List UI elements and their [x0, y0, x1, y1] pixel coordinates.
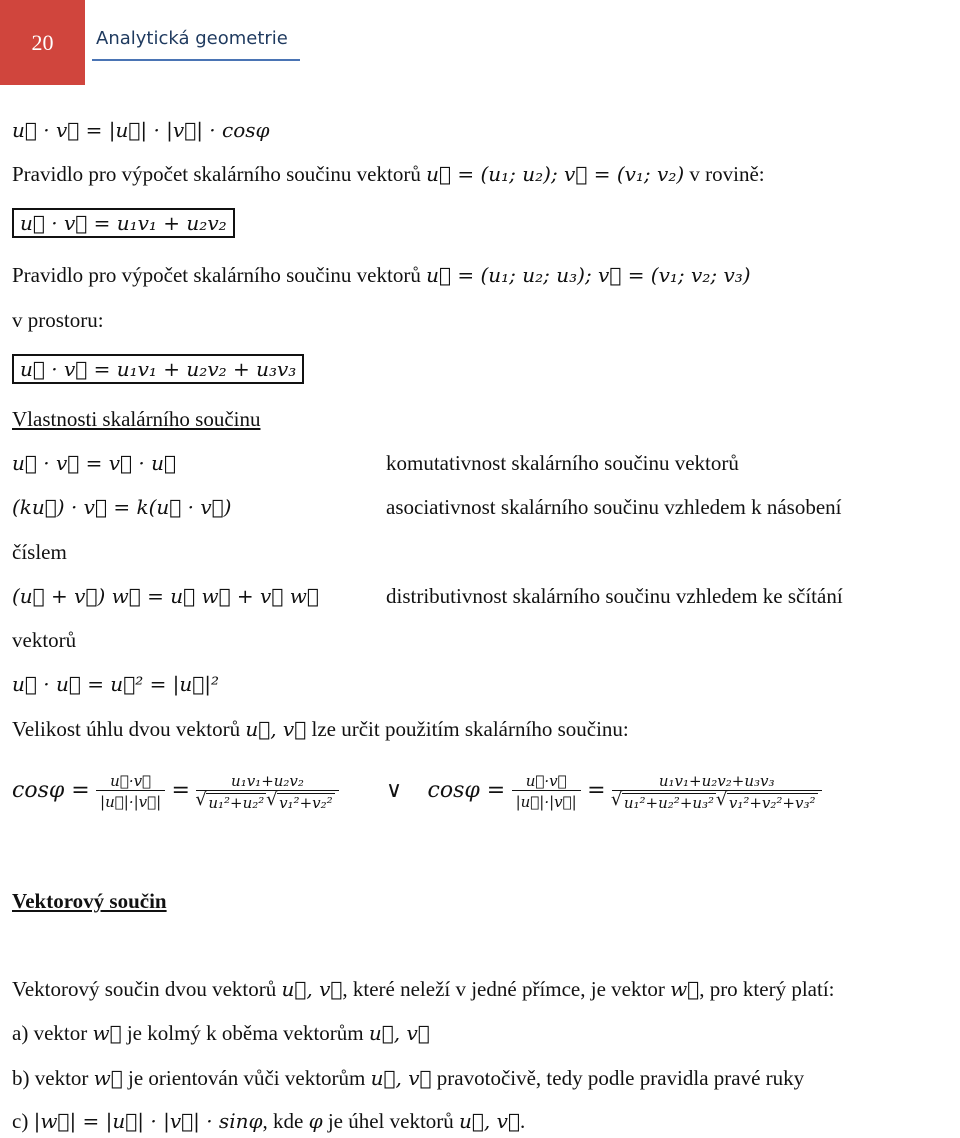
property-distributive-formula: (u⃗ + v⃗) w⃗ = u⃗ w⃗ + v⃗ w⃗ [12, 584, 319, 608]
page-number-badge [0, 0, 85, 85]
angle-intro-line: Velikost úhlu dvou vektorů u⃗, v⃗ lze určit použitím skalárního součinu: [12, 717, 629, 741]
page-number: 20 [31, 29, 54, 55]
boxed-formula-space: u⃗ · v⃗ = u₁v₁ + u₂v₂ + u₃v₃ [12, 354, 304, 384]
chapter-title: Analytická geometrie [96, 28, 288, 49]
rule-space-wrap: v prostoru: [12, 308, 104, 332]
vector-product-item-c: c) |w⃗| = |u⃗| · |v⃗| · sinφ, kde φ je úhel vektorů u⃗, v⃗. [12, 1109, 526, 1133]
header-rule [92, 59, 300, 61]
fraction-vectors-space: $\frac{u⃗\cdot v⃗}{|u⃗|\cdot|v⃗|}$ [512, 772, 581, 811]
fraction-components-space: u₁v₁+u₂v₂+u₃v₃ √ u₁²+u₂²+u₃² √ v₁²+v₂²+v₃² [612, 772, 822, 812]
property-commutative-formula: u⃗ · v⃗ = v⃗ · u⃗ [12, 451, 176, 475]
rule-plane-line: Pravidlo pro výpočet skalárního součinu vektorů u⃗ = (u₁; u₂); v⃗ = (v₁; v₂) v rovině: [12, 162, 765, 186]
vector-product-intro: Vektorový součin dvou vektorů u⃗, v⃗, které neleží v jedné přímce, je vektor w⃗, pro který platí: [12, 977, 835, 1001]
fraction-components-plane: u₁v₁+u₂v₂ √ u₁²+u₂² √ v₁²+v₂² [196, 772, 338, 812]
fraction-vectors: $\frac{u⃗\cdot v⃗}{|u⃗|\cdot|v⃗|}$ [96, 772, 165, 811]
cosine-formula-space: ∨ cosφ = $\frac{u⃗\cdot v⃗}{|u⃗|\cdot|v⃗|}$ = u₁v₁+u₂v₂+u₃v₃ √ u₁²+u₂²+u₃² √ v₁²+v₂²+v₃² [386, 760, 822, 821]
or-symbol: ∨ [386, 778, 403, 803]
property-square-formula: u⃗ · u⃗ = u⃗² = |u⃗|² [12, 672, 220, 696]
property-associative-formula: (ku⃗) · v⃗ = k(u⃗ · v⃗) [12, 495, 232, 519]
property-associative-wrap: číslem [12, 540, 67, 564]
property-commutative-desc: komutativnost skalárního součinu vektorů [386, 451, 739, 475]
property-distributive-wrap: vektorů [12, 628, 77, 652]
vector-product-heading: Vektorový součin [12, 889, 167, 913]
rule-space-line: Pravidlo pro výpočet skalárního součinu vektorů u⃗ = (u₁; u₂; u₃); v⃗ = (v₁; v₂; v₃) [12, 263, 751, 287]
scalar-product-definition: u⃗ · v⃗ = |u⃗| · |v⃗| · cosφ [12, 118, 270, 142]
boxed-formula-plane: u⃗ · v⃗ = u₁v₁ + u₂v₂ [12, 208, 235, 238]
properties-heading: Vlastnosti skalárního součinu [12, 407, 261, 431]
vector-product-item-a: a) vektor w⃗ je kolmý k oběma vektorům u⃗, v⃗ [12, 1021, 430, 1045]
property-distributive-desc: distributivnost skalárního součinu vzhledem ke sčítání [386, 584, 843, 608]
property-associative-desc: asociativnost skalárního součinu vzhledem k násobení [386, 495, 842, 519]
cosine-formula-plane: cosφ = $\frac{u⃗\cdot v⃗}{|u⃗|\cdot|v⃗|}$ = u₁v₁+u₂v₂ √ u₁²+u₂² √ v₁²+v₂² [12, 760, 339, 821]
vector-product-item-b: b) vektor w⃗ je orientován vůči vektorům u⃗, v⃗ pravotočivě, tedy podle pravidla pravé ruky [12, 1066, 805, 1090]
